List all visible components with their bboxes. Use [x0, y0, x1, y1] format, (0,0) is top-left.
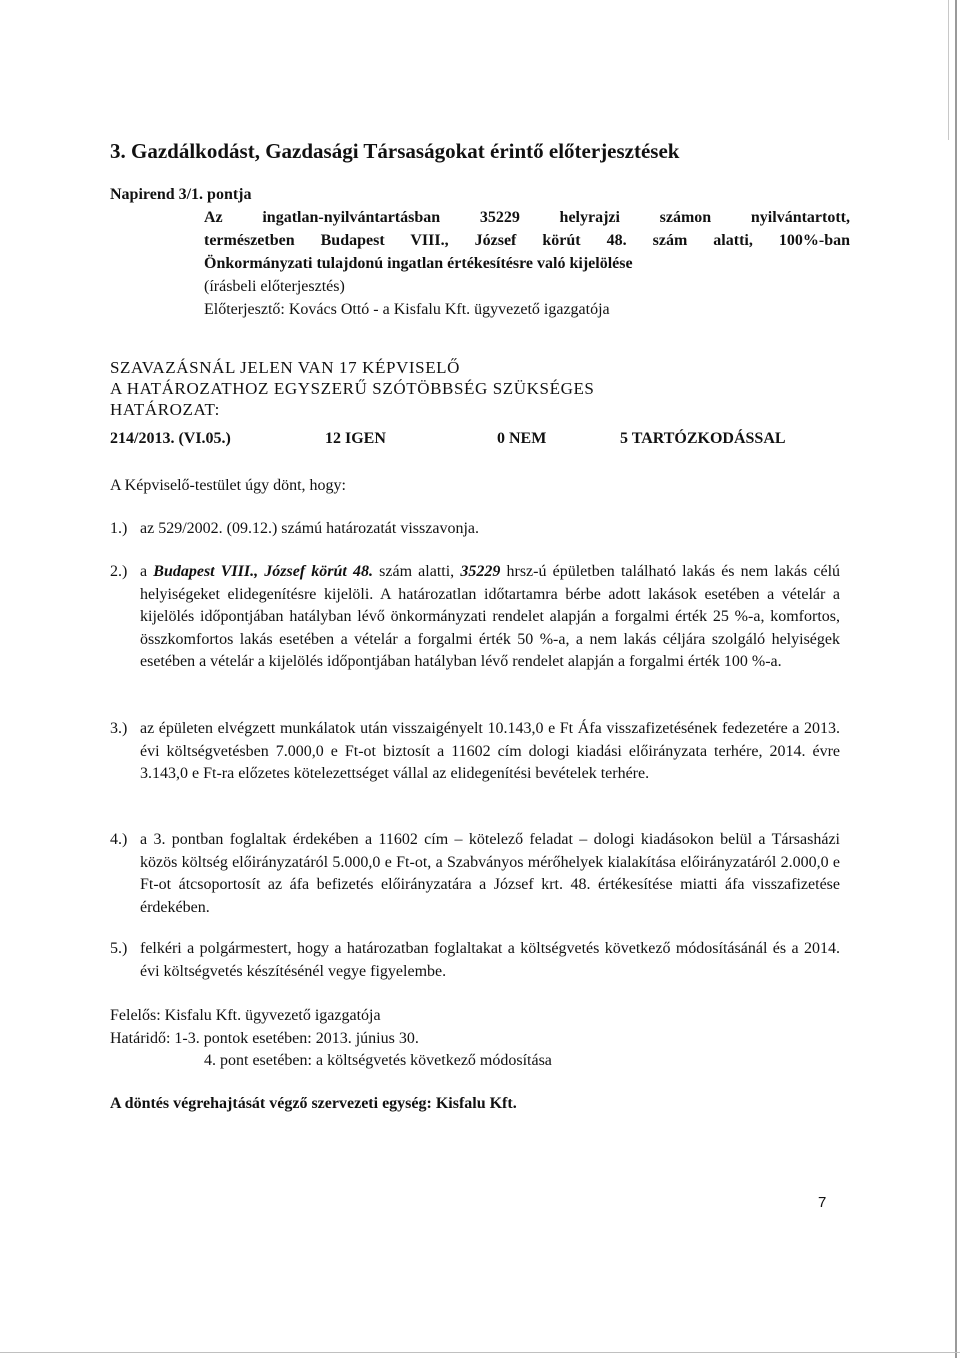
- page-number: 7: [818, 1194, 827, 1211]
- vote-no: 0 NEM: [497, 430, 547, 447]
- vote-abstain: 5 TARTÓZKODÁSSAL: [620, 430, 786, 447]
- agenda-label: Napirend 3/1. pontja: [110, 186, 252, 203]
- agenda-subject: [204, 206, 850, 275]
- vote-present: SZAVAZÁSNÁL JELEN VAN 17 KÉPVISELŐ: [110, 358, 461, 377]
- scan-edge-mark: [948, 0, 949, 140]
- item-text: a 3. pontban foglaltak érdekében a 11602 cím – kötelező feladat – dologi kiadásokon belül a Társasházi közös költség előirányzatáról 5.000,0 e Ft-ot, a Szabványos mérőhelyek kialakítása előirányzatáról 2.000,0 e Ft-ot átcsoportosít az áfa befizetés előirányzatára a József krt. 48. értékesítése miatti áfa visszafizetése érdekében.: [140, 831, 840, 916]
- agenda-note: (írásbeli előterjesztés): [204, 278, 345, 295]
- decision-item: [110, 561, 840, 674]
- scan-edge-right: [955, 0, 957, 1358]
- section-title: 3. Gazdálkodást, Gazdasági Társaságokat érintő előterjesztések: [110, 139, 680, 163]
- decision-item: [110, 829, 840, 919]
- item-text-mid: szám alatti,: [379, 563, 455, 580]
- item-text-rest: hrsz-ú épületben található lakás és nem lakás célú helyiségeket elidegenítésre kijelöli. A határozatlan időtartamra bérbe adott lakások esetében a vételár a kijelölés időpontjában hatályban lévő önkormányzati rendelet alapján a forgalmi érték 25 %-a, komfortos, összkomfortos lakás esetében a vételár a forgalmi érték 50 %-a, a nem lakás céljára szolgáló helyiségek esetében a vételár a kijelölés időpontjában hatályban lévő rendelet alapján a forgalmi érték 100 %-a.: [140, 563, 841, 670]
- vote-result: [110, 430, 850, 454]
- item-text: felkéri a polgármestert, hogy a határozatban foglaltakat a költségvetés következő módosításánál és a 2014. évi költségvetés készítésénél vegye figyelembe.: [140, 940, 840, 980]
- responsibility-block: [110, 1005, 850, 1073]
- vote-yes: 12 IGEN: [325, 430, 386, 447]
- responsible: Felelős: Kisfalu Kft. ügyvezető igazgatója: [110, 1007, 381, 1024]
- agenda-subject-line: természetben Budapest VIII., József körút 48. szám alatti, 100%-ban: [204, 232, 850, 249]
- item-number: 1.): [110, 520, 128, 537]
- decision-intro: A Képviselő-testület úgy dönt, hogy:: [110, 477, 346, 494]
- agenda-presenter: Előterjesztő: Kovács Ottó - a Kisfalu Kft. ügyvezető igazgatója: [204, 301, 610, 318]
- scan-edge-bottom: [0, 1352, 960, 1353]
- agenda-subject-line: Önkormányzati tulajdonú ingatlan értékesítésre való kijelölése: [204, 255, 633, 272]
- decision-item: [110, 518, 840, 541]
- executing-unit: A döntés végrehajtását végző szervezeti egység: Kisfalu Kft.: [110, 1095, 517, 1112]
- deadline-second: 4. pont esetében: a költségvetés következő módosítása: [204, 1052, 552, 1069]
- item-text: az épületen elvégzett munkálatok után visszaigényelt 10.143,0 e Ft Áfa visszafizetésének fedezetére a 2013. évi költségvetésben 7.000,0 e Ft-ot biztosít a 11602 cím dologi kiadási előirányzata terhére, 2014. évre 3.143,0 e Ft-ra előzetes kötelezettséget vállal az elidegenítési bevételek terhére.: [140, 720, 840, 782]
- item-number: 4.): [110, 831, 128, 848]
- item-number: 2.): [110, 563, 128, 580]
- item-text-prefix: a: [140, 563, 148, 580]
- item-hrsz: 35229: [460, 563, 501, 580]
- vote-block: [110, 357, 850, 420]
- item-text: az 529/2002. (09.12.) számú határozatát visszavonja.: [140, 520, 479, 537]
- item-text: [140, 561, 840, 674]
- agenda-block: [110, 184, 850, 321]
- vote-majority: A HATÁROZATHOZ EGYSZERŰ SZÓTÖBBSÉG SZÜKSÉGES: [110, 379, 595, 398]
- resolution-number: 214/2013. (VI.05.): [110, 430, 231, 447]
- item-number: 3.): [110, 720, 128, 737]
- deadline: Határidő: 1-3. pontok esetében: 2013. június 30.: [110, 1029, 419, 1047]
- decision-item: [110, 718, 840, 786]
- item-number: 5.): [110, 940, 128, 957]
- vote-resolution-label: HATÁROZAT:: [110, 400, 220, 419]
- agenda-subject-line: Az ingatlan-nyilvántartásban 35229 helyrajzi számon nyilvántartott,: [204, 209, 850, 226]
- decision-item: [110, 938, 840, 983]
- item-address: Budapest VIII., József körút 48.: [153, 563, 373, 580]
